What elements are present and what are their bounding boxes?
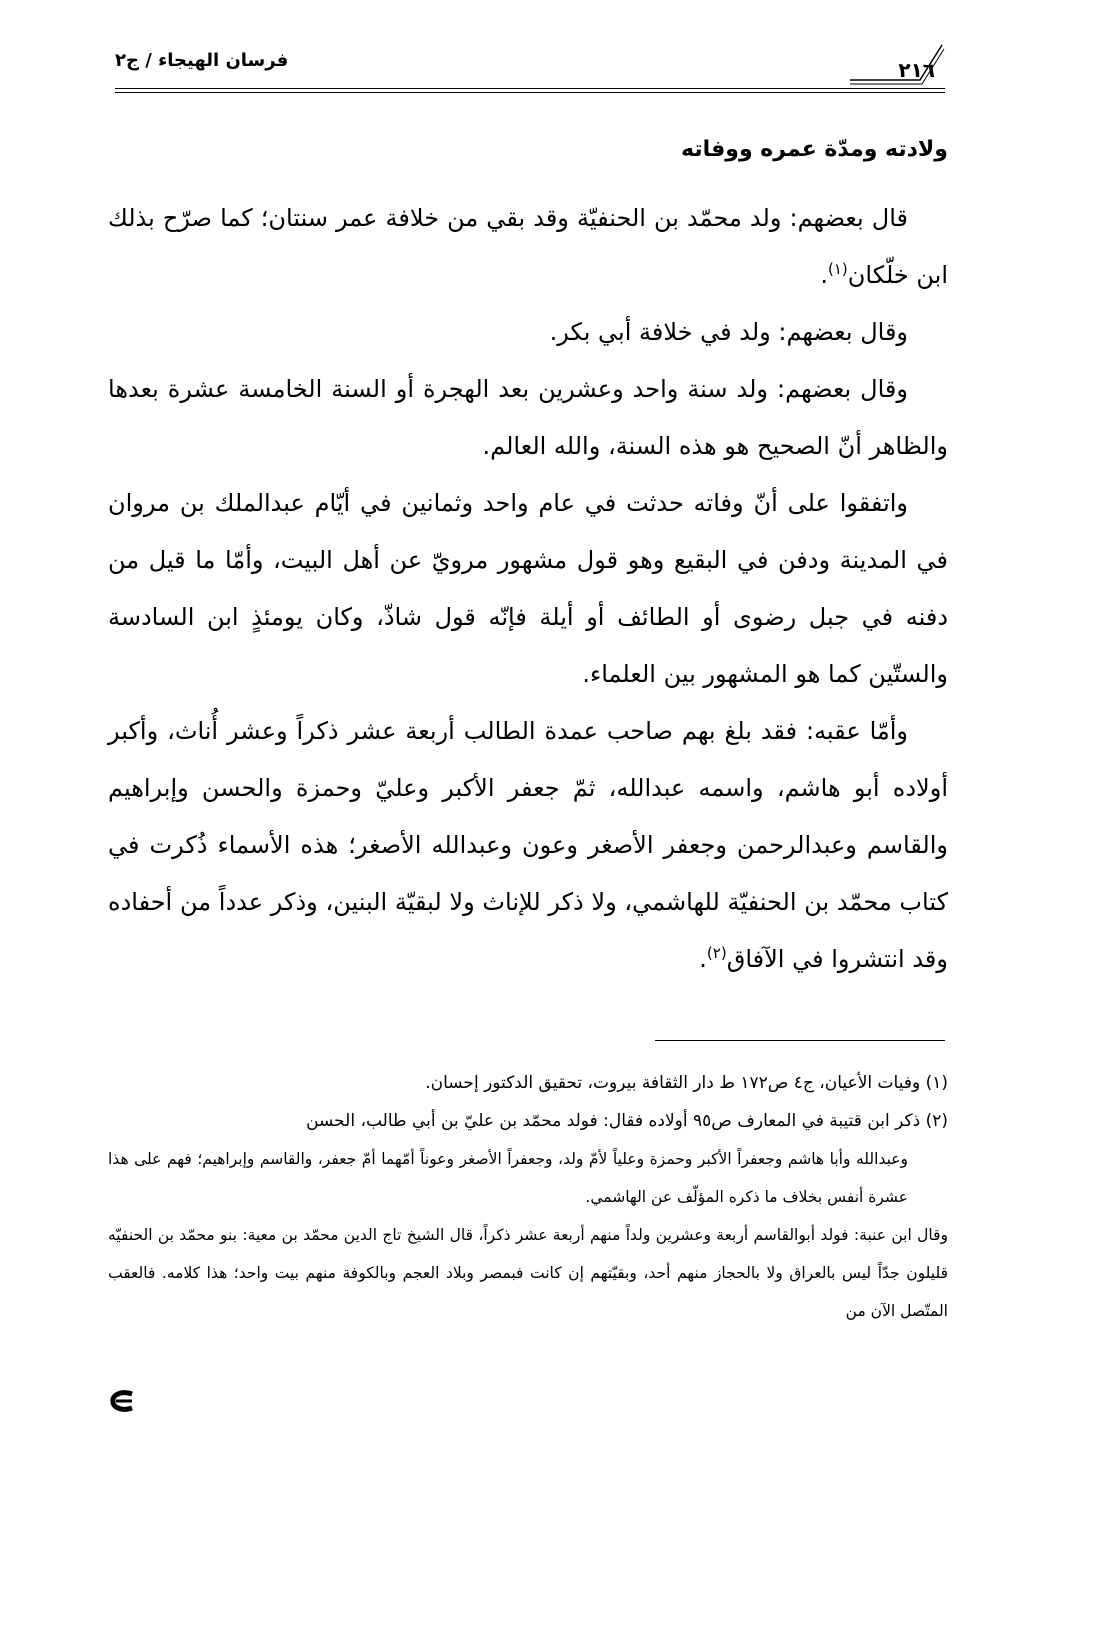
running-header-title: فرسان الهيجاء / ج٢ — [115, 50, 289, 71]
footnote-text: ذكر ابن قتيبة في المعارف ص٩٥ أولاده فقال: فولد محمّد بن عليّ بن أبي طالب، الحسن — [306, 1111, 921, 1131]
footnote-ref[interactable]: (١) — [828, 260, 848, 278]
footnote — [108, 1102, 948, 1140]
section-heading: ولادته ومدّة عمره ووفاته — [681, 137, 948, 162]
paragraph — [108, 190, 948, 304]
paragraph-text: وقال بعضهم: ولد سنة واحد وعشرين بعد الهجرة أو السنة الخامسة عشرة بعدها والظاهر أنّ الصحيح هو هذه السنة، والله العالم. — [108, 375, 948, 460]
main-text — [108, 128, 948, 988]
paragraph — [108, 304, 948, 361]
paragraph-text: وأمّا عقبه: فقد بلغ بهم صاحب عمدة الطالب أربعة عشر ذكراً وعشر أُناث، وأكبر أولاده أبو هاشم، واسمه عبدالله، ثمّ جعفر الأكبر وعليّ وحمزة والحسن وإبراهيم والقاسم وعبدالرحمن وجعفر الأصغر وعون وعبدالله الأصغر؛ هذه الأسماء ذُكرت في كتاب محمّد بن الحنفيّة للهاشمي، ولا ذكر للإناث ولا لبقيّة البنين، وذكر عدداً من أحفاده وقد انتشروا في الآفاق — [108, 717, 948, 973]
footnote-ref[interactable]: (٢) — [706, 944, 727, 962]
paragraph-tail: . — [699, 945, 707, 973]
paragraph — [108, 703, 948, 988]
paragraph-text: واتفقوا على أنّ وفاته حدثت في عام واحد وثمانين في أيّام عبدالملك بن مروان في المدينة ودفن في البقيع وهو قول مشهور مرويّ عن أهل البيت، وأمّا ما قيل من دفنه في جبل رضوى أو الطائف أو أيلة فإنّه قول شاذّ، وكان يومئذٍ ابن السادسة والستّين كما هو المشهور بين العلماء. — [108, 489, 948, 688]
footnote-number: (١) — [925, 1073, 948, 1093]
page-header — [115, 40, 945, 100]
footnote-separator — [655, 1040, 945, 1041]
paragraph — [108, 475, 948, 703]
footnote-quote: وقال ابن عنبة: فولد أبوالقاسم أربعة وعشرين ولداً منهم أربعة عشر ذكراً، قال الشيخ تاج الدين محمّد بن معية: بنو محمّد بن الحنفيّه قليلون جدّاً ليس بالعراق ولا بالحجاز منهم أحد، وبقيّتهم إن كانت فبمصر وبلاد العجم وبالكوفة منهم بيت واحد؛ هذا كلامه. فالعقب المتّصل الآن من — [108, 1226, 948, 1320]
footnote — [108, 1064, 948, 1102]
paragraph — [108, 361, 948, 475]
paragraph-text: وقال بعضهم: ولد في خلافة أبي بكر. — [549, 318, 908, 346]
header-rule — [115, 88, 945, 89]
footnote-text: وفيات الأعيان، ج٤ ص١٧٢ ط دار الثقافة بيروت، تحقيق الدكتور إحسان. — [425, 1073, 921, 1093]
paragraph-tail: . — [820, 261, 828, 289]
continued-arrow-icon — [110, 1390, 136, 1412]
header-rule-secondary — [115, 92, 945, 93]
page-number: ٢١٦ — [898, 58, 935, 82]
footnote-continuation: وعبدالله وأبا هاشم وجعفراً الأكبر وحمزة وعلياً لأمّ ولد، وجعفراً الأصغر وعوناً أمّهما أمّ جعفر، والقاسم وإبراهيم؛ فهم على هذا عشرة أنفس بخلاف ما ذكره المؤلّف عن الهاشمي. — [108, 1150, 908, 1206]
footnote-number: (٢) — [925, 1111, 948, 1131]
footnotes — [108, 1064, 948, 1330]
paragraph-text: قال بعضهم: ولد محمّد بن الحنفيّة وقد بقي من خلافة عمر سنتان؛ كما صرّح بذلك ابن خلّكان — [108, 204, 948, 289]
